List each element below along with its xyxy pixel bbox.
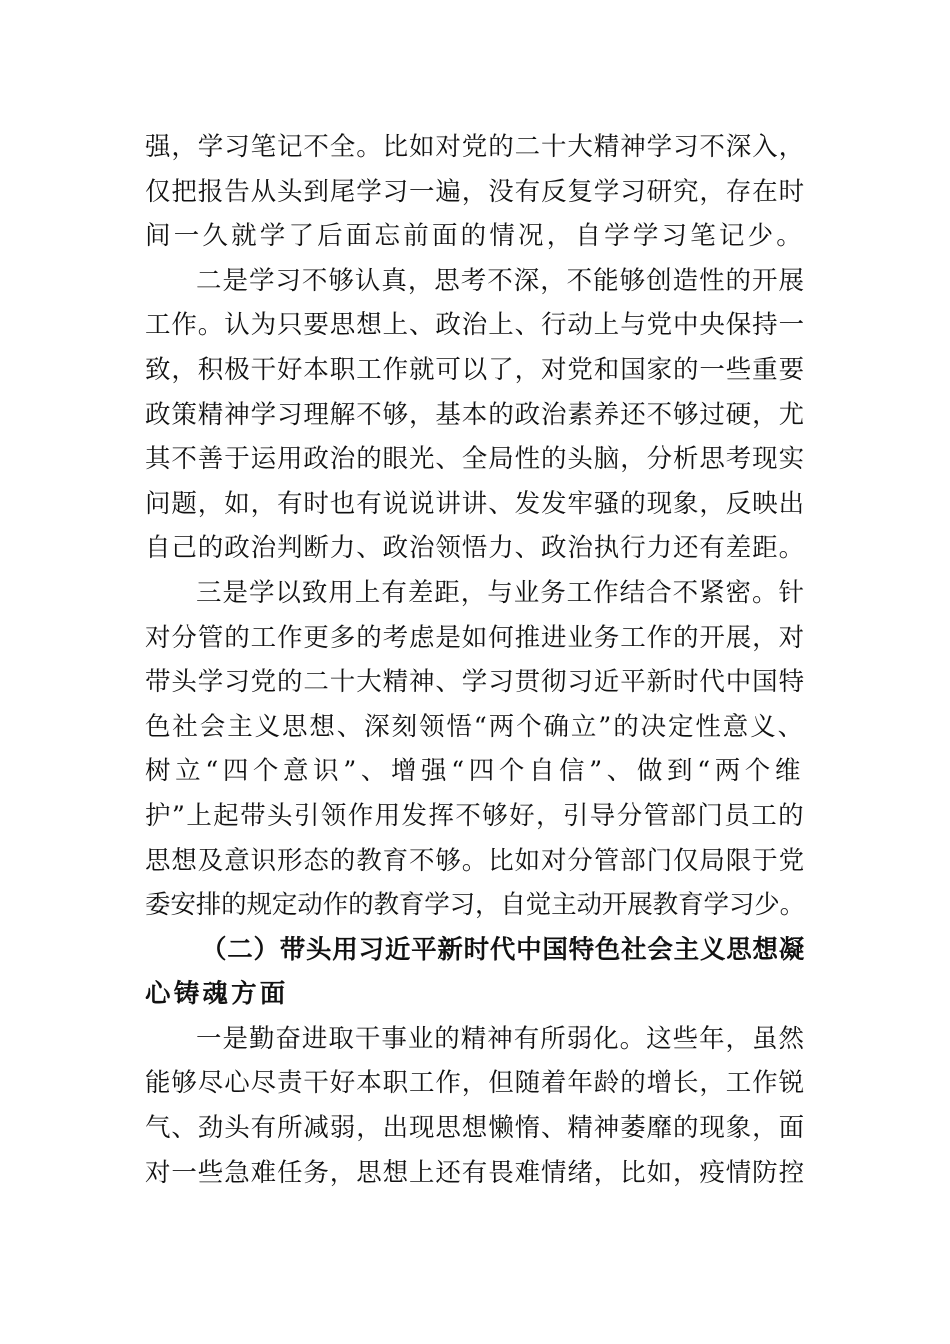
text-line: 政策精神学习理解不够，基本的政治素养还不够过硬，尤 (145, 399, 805, 430)
text-line: 对一些急难任务，思想上还有畏难情绪，比如，疫情防控 (145, 1157, 805, 1188)
text-line: 仅把报告从头到尾学习一遍，没有反复学习研究，存在时 (145, 176, 805, 207)
document-page (145, 125, 805, 1195)
text-line: 强，学习笔记不全。比如对党的二十大精神学习不深入， (145, 132, 805, 162)
text-line: 思想及意识形态的教育不够。比如对分管部门仅局限于党 (145, 845, 805, 876)
section-heading-line: （二）带头用习近平新时代中国特色社会主义思想凝 (201, 934, 805, 965)
text-line: 间一久就学了后面忘前面的情况，自学学习笔记少。 (145, 221, 805, 252)
text-line: 护”上起带头引领作用发挥不够好，引导分管部门员工的 (145, 800, 805, 831)
paragraph-start-line: 三是学以致用上有差距，与业务工作结合不紧密。针 (196, 577, 805, 608)
text-line: 工作。认为只要思想上、政治上、行动上与党中央保持一 (145, 310, 805, 341)
text-line: 气、劲头有所减弱，出现思想懒惰、精神萎靡的现象，面 (145, 1113, 805, 1144)
text-line: 对分管的工作更多的考虑是如何推进业务工作的开展，对 (145, 622, 805, 653)
document-body (145, 125, 805, 1195)
text-line: 其不善于运用政治的眼光、全局性的头脑，分析思考现实 (145, 444, 805, 475)
paragraph-start-line: 二是学习不够认真，思考不深，不能够创造性的开展 (196, 265, 805, 296)
text-line: 致，积极干好本职工作就可以了，对党和国家的一些重要 (145, 354, 805, 385)
text-line: 能够尽心尽责干好本职工作，但随着年龄的增长，工作锐 (145, 1068, 805, 1099)
text-line: 委安排的规定动作的教育学习，自觉主动开展教育学习少。 (145, 890, 805, 921)
paragraph-start-line: 一是勤奋进取干事业的精神有所弱化。这些年，虽然 (196, 1023, 805, 1054)
text-line: 树立“四个意识”、增强“四个自信”、做到“两个维 (145, 756, 805, 787)
text-line: 自己的政治判断力、政治领悟力、政治执行力还有差距。 (145, 533, 805, 564)
section-heading-line: 心铸魂方面 (145, 979, 289, 1010)
text-line: 带头学习党的二十大精神、学习贯彻习近平新时代中国特 (145, 667, 805, 698)
text-line: 色社会主义思想、深刻领悟“两个确立”的决定性意义、 (145, 711, 805, 742)
text-line: 问题，如，有时也有说说讲讲、发发牢骚的现象，反映出 (145, 488, 805, 519)
